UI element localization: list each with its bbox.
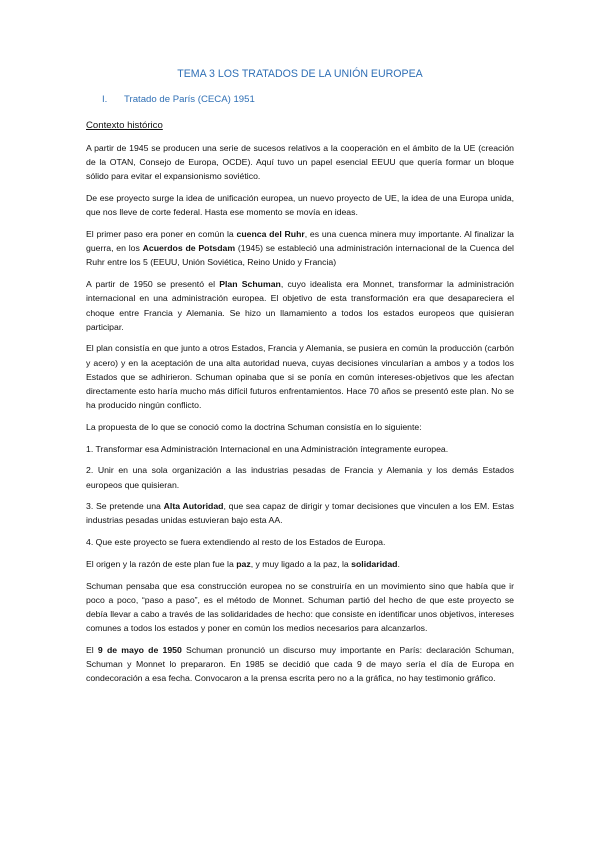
- bold-term: Acuerdos de Potsdam: [142, 243, 236, 254]
- body-paragraph: 1. Transformar esa Administración Internacional en una Administración íntegramente europea.: [86, 443, 449, 454]
- body-paragraph: La propuesta de lo que se conoció como la doctrina Schuman consistía en lo siguiente:: [86, 421, 422, 432]
- section-number: I.: [102, 94, 108, 105]
- subheading-contexto: Contexto histórico: [86, 120, 163, 131]
- body-paragraph: De ese proyecto surge la idea de unificación europea, un nuevo proyecto de UE, la idea de una Europa unida, que nos lleve de corte federal. Hasta ese momento se movía en ideas.: [86, 193, 514, 218]
- body-paragraph: A partir de 1945 se producen una serie de sucesos relativos a la cooperación en el ámbito de la UE (creación de la OTAN, Consejo de Europa, OCDE). Aquí tuvo un papel esencial EEUU que quería formar un bloque sólido para evitar el expansionismo soviético.: [86, 143, 514, 182]
- document-title: TEMA 3 LOS TRATADOS DE LA UNIÓN EUROPEA: [177, 68, 423, 80]
- section-label: Tratado de París (CECA) 1951: [124, 94, 255, 105]
- bold-term: Plan Schuman: [219, 279, 281, 290]
- body-paragraph: El primer paso era poner en común la cuenca del Ruhr, es una cuenca minera muy importante. Al finalizar la guerra, en los Acuerdos de Potsdam (1945) se estableció una administración internacional de la Cuenca del Ruhr entre los 5 (EEUU, Unión Soviética, Reino Unido y Francia): [86, 229, 515, 268]
- bold-term: Alta Autoridad: [163, 501, 224, 512]
- bold-term: cuenca del Ruhr: [236, 229, 305, 240]
- bold-term: 9 de mayo de 1950: [97, 644, 182, 655]
- body-paragraph: El origen y la razón de este plan fue la paz, y muy ligado a la paz, la solidaridad.: [86, 558, 400, 569]
- bold-term: paz: [236, 558, 251, 569]
- body-paragraph: 4. Que este proyecto se fuera extendiendo al resto de los Estados de Europa.: [86, 537, 386, 548]
- body-paragraph: El 9 de mayo de 1950 Schuman pronunció un discurso muy importante en París: declaración Schuman, Schuman y Monnet lo prepararon. En 1985 se decidió que cada 9 de mayo sería el día de Europa en condecoración a esa fecha. Convocaron a la prensa escrita pero no a la gráfica, no hay testimonio gráfico.: [86, 644, 514, 684]
- body-paragraph: 3. Se pretende una Alta Autoridad, que sea capaz de dirigir y tomar decisiones que vinculen a los EM. Estas industrias pesadas unidas estuvieran bajo esta AA.: [86, 501, 514, 526]
- bold-term: solidaridad: [351, 558, 398, 569]
- body-text: [86, 141, 514, 686]
- section-heading: [102, 94, 514, 105]
- body-paragraph: Schuman pensaba que esa construcción europea no se construiría en un movimiento sino que había que ir poco a poco, “paso a paso”, es el método de Monnet. Schuman partió del hecho de que este proyecto se debía llevar a cabo a través de las solidaridades de hecho: que consiste en identificar unos objetivos, intereses comunes a todos los estados y poner en común los medios necesarios para alcanzarlos.: [86, 580, 514, 634]
- body-paragraph: El plan consistía en que junto a otros Estados, Francia y Alemania, se pusiera en común la producción (carbón y acero) y en la aceptación de una alta autoridad nueva, cuyas decisiones vincularían a ambos y a todos los Estados que se adhirieron. Schuman opinaba que si se ponía en común intereses-objetivos que les afectan directamente esto haría mucho más difícil futuros enfrentamientos. Hace 70 años se presentó este plan. No se ha producido ningún conflicto.: [86, 343, 514, 411]
- body-paragraph: 2. Unir en una sola organización a las industrias pesadas de Francia y Alemania y los demás Estados europeos que quisieran.: [86, 465, 514, 490]
- body-paragraph: A partir de 1950 se presentó el Plan Schuman, cuyo idealista era Monnet, transformar la administración internacional en una administración europea. El objetivo de esta transformación era que desapareciera el choque entre Francia y Alemania. Se hizo un llamamiento a todos los estados europeos que quisieran participar.: [86, 279, 514, 332]
